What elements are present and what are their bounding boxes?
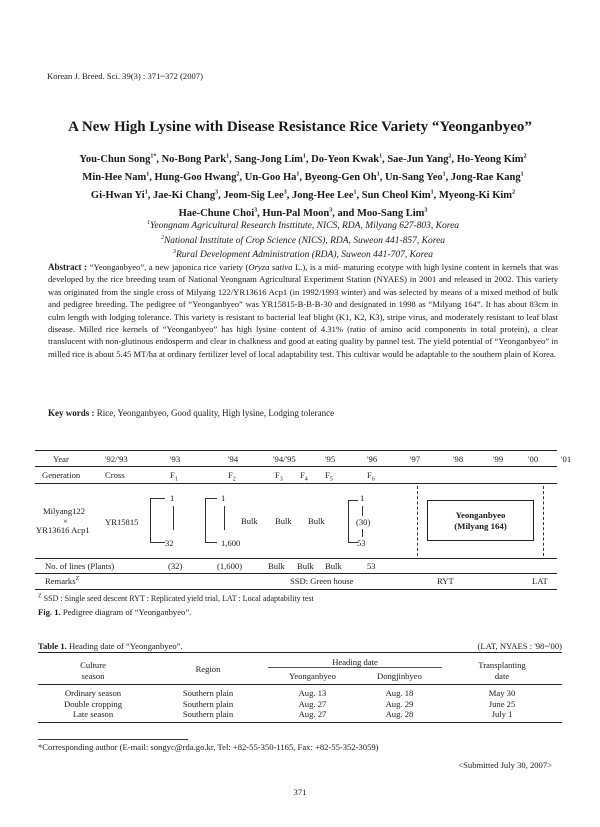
header-dongjinbyeo: Dongjinbyeo (377, 671, 422, 681)
table-cell: May 30 (488, 688, 516, 698)
header-region: Region (195, 663, 221, 674)
author-affiliation-mark: 1* (150, 153, 157, 160)
author-name: Min-Hee Nam (82, 172, 147, 183)
author-affiliation-mark: 1 (442, 171, 446, 178)
header-season: Culture season (80, 660, 106, 681)
author-name: Sae-Jun Yang (387, 154, 449, 165)
table-row (38, 699, 562, 710)
year-cell: '01 (561, 454, 572, 464)
f1-bracket (150, 498, 151, 542)
figure-footnote: $^Z$ SSD : Single seed descent RYT : Replicated yield trial, LAT : Local adaptability test (38, 593, 314, 603)
year-cell: '94 (228, 454, 239, 464)
f2-bracket (205, 498, 217, 499)
abstract-text-2: L.), is a mid- maturing ecotype with high lysine content in kernels that was developed by the rice breeding team of National Yeongnam Agricultural Experiment Station (NYAES) in 2001 and released in 2002. This variety was originated from the single cross of Milyang 122/YR13616 Acp1 (in 1992/1993 winter) and was selected by means of a mixed method of bulk and pedigree breeding. The pedigree of “Yeonganbyeo” was YR15815-B-B-B-30 and designated in 1998 as “Milyang 164”. It has about 83cm in culm length with lodging tolerance. This variety is resistant to bacterial leaf blight (K1, K2, K3), stripe virus, and moderately resistant to leaf blast disease. Milled rice kernels of “Yeonganbyeo” has high lysine content of 4.31% (ratio of amino acid components in total protein), a clear translucent with non-glutinous endosperm and clear in chalkness and good at eating quality by pannel test. The yield potential of “Yeonganbyeo” in milled rice is about 5.45 MT/ha at ordinary fertilizer level of local adaptability test. This cultivar would be adaptable to the southern plain of Korea. (48, 262, 558, 359)
author-affiliation-mark: 3 (215, 189, 219, 196)
bulk-f5: Bulk (308, 516, 325, 526)
table-row (38, 685, 562, 699)
generation-cell: $F_5$ (325, 470, 333, 483)
author-list (48, 151, 558, 223)
affiliation-list (48, 219, 558, 263)
lines-cell: (32) (168, 561, 183, 571)
row-label-year: Year (53, 454, 69, 464)
author-affiliation-mark: 1 (379, 153, 383, 160)
author-affiliation-mark: 2 (512, 189, 516, 196)
author-affiliation-mark: 1 (353, 189, 357, 196)
lines-cell: 53 (367, 561, 376, 571)
table-cell: Aug. 28 (385, 709, 414, 719)
remarks-cell: LAT (532, 576, 548, 586)
parent-1: Milyang122 (43, 506, 86, 516)
generation-cell: $F_4$ (300, 470, 308, 483)
parent-2: YR13616 Acp1 (36, 525, 90, 535)
journal-citation: Korean J. Breed. Sci. 39(3) : 371~372 (2007) (47, 71, 203, 81)
submitted-date: <Submitted July 30, 2007> (458, 760, 552, 770)
author-name: Gi-Hwan Yi (90, 190, 145, 201)
f2-top: 1 (221, 493, 226, 503)
paper-title: A New High Lysine with Disease Resistance Rice Variety “Yeonganbyeo” (68, 119, 532, 135)
generation-cell: $F_2$ (228, 470, 236, 483)
author-name: Jong-Hee Lee (291, 190, 354, 201)
author-affiliation-mark: 2 (523, 153, 527, 160)
figure-rule (35, 573, 557, 574)
table-cell: Aug. 13 (298, 688, 327, 698)
author-name: Byeong-Gen Oh (304, 172, 377, 183)
f6-connector (362, 529, 363, 537)
affiliation: $^2$National Insttitute of Crop Science (NICS), RDA, Suweon 441-857, Korea (160, 234, 446, 246)
bulk-f3: Bulk (241, 516, 258, 526)
figure-rule (35, 466, 557, 467)
author-name: No-Bong Park (161, 154, 227, 165)
generation-cell: $F_1$ (170, 470, 178, 483)
year-cell: '97 (410, 454, 421, 464)
table-cell: Late season (72, 709, 114, 719)
year-cell: '00 (528, 454, 539, 464)
lines-cell: Bulk (297, 561, 314, 571)
author-name: Jeom-Sig Lee (223, 190, 284, 201)
author-name: Un-Goo Ha (244, 172, 297, 183)
f6-bottom: 53 (357, 538, 366, 548)
author-name: Hung-Goo Hwang (154, 172, 237, 183)
header-transplanting: Transplanting date (478, 660, 526, 681)
author-line: Min-Hee Nam$^1$, Hung-Goo Hwang$^2$, Un-Goo Ha$^1$, Byeong-Gen Oh$^1$, Un-Sang Yeo$^1$, Jong-Rae Kang$^1$ (82, 171, 524, 183)
table-cell: Ordinary season (64, 688, 122, 698)
author-affiliation-mark: 1 (296, 171, 300, 178)
author-affiliation-mark: 2 (236, 171, 240, 178)
variety-box (427, 500, 534, 541)
author-affiliation-mark: 2 (448, 153, 452, 160)
table-cell: Southern plain (182, 709, 234, 719)
table-caption-note: (LAT, NYAES : '98~'00) (477, 641, 562, 651)
figure-rule (35, 483, 557, 484)
f2-bracket (205, 498, 206, 542)
author-name: Do-Yeon Kwak (311, 154, 380, 165)
table-cell: Aug. 18 (385, 688, 414, 698)
table-cell: Aug. 27 (298, 698, 327, 709)
author-name: Un-Sang Yeo (384, 172, 443, 183)
author-name: and Moo-Sang Lim (337, 208, 425, 219)
pedigree-figure (35, 450, 572, 600)
cross-name: YR15815 (105, 517, 139, 527)
f6-bracket (348, 500, 349, 542)
author-affiliation-mark: 1 (144, 189, 148, 196)
lines-cell: Bulk (325, 561, 342, 571)
figure-caption: Fig. 1. Pedigree diagram of “Yeonganbyeo”. (38, 607, 192, 617)
generation-cell: $F_6$ (367, 470, 375, 483)
figure-top-rule (35, 450, 557, 451)
author-name: Hae-Chune Choi (178, 208, 255, 219)
f1-bracket (150, 542, 165, 543)
generation-cell: $F_3$ (275, 470, 283, 483)
cross-symbol: × (63, 516, 68, 526)
remarks-cell: SSD: Green house (290, 576, 354, 586)
f6-top: 1 (360, 493, 365, 503)
f1-bottom: 32 (165, 538, 174, 548)
f1-connector (173, 506, 174, 530)
author-affiliation-mark: 3 (424, 207, 428, 214)
f6-connector (362, 506, 363, 516)
author-affiliation-mark: 3 (329, 207, 333, 214)
footnote-rule (38, 739, 188, 740)
affiliation: $^3$Rural Development Administration (RDA), Suweon 441-707, Korea (173, 248, 433, 260)
author-affiliation-mark: 1 (302, 153, 306, 160)
author-affiliation-mark: 1 (146, 171, 150, 178)
row-label-remarks: Remarks$^Z$ (45, 576, 80, 586)
f1-top: 1 (170, 493, 175, 503)
table-cell: Southern plain (182, 698, 234, 709)
abstract-species: Oryza sativa (248, 262, 293, 272)
figure-bottom-rule (35, 589, 557, 590)
corresponding-author: *Corresponding author (E-mail: songyc@rda.go.kr, Tel: +82-55-350-1165, Fax: +82-55-352-3059) (38, 742, 379, 752)
table-caption: Table 1. Heading date of “Yeonganbyeo”. (38, 641, 183, 651)
variety-designation: (Milyang 164) (454, 521, 507, 531)
author-affiliation-mark: 1 (520, 171, 524, 178)
abstract (48, 261, 558, 360)
f6-mid: (30) (356, 517, 371, 527)
f2-bracket (205, 542, 217, 543)
bulk-f4: Bulk (275, 516, 292, 526)
author-name: Ho-Yeong Kim (456, 154, 524, 165)
author-name: Hun-Pal Moon (262, 208, 330, 219)
year-cell: '94/'95 (273, 454, 296, 464)
keywords-text: Rice, Yeonganbyeo, Good quality, High lysine, Lodging tolerance (94, 408, 335, 418)
figure-rule (35, 558, 557, 559)
author-name: You-Chun Song (79, 154, 151, 165)
lines-cell: (1,600) (217, 561, 243, 571)
author-name: Jae-Ki Chang (152, 190, 216, 201)
author-name: Jong-Rae Kang (450, 172, 521, 183)
year-cell: '98 (453, 454, 464, 464)
header-heading-date: Heading date (268, 653, 442, 668)
author-name: Myeong-Ki Kim (438, 190, 513, 201)
table-cell: Aug. 27 (298, 709, 327, 719)
keywords (48, 408, 558, 418)
table-cell: Aug. 29 (385, 698, 414, 709)
affiliation: $^1$Yeongnam Agricultural Research Insttitute, NICS, RDA, Milyang 627-803, Korea (146, 219, 460, 231)
table-row (38, 709, 562, 722)
lines-cell: Bulk (268, 561, 285, 571)
f1-bracket (150, 498, 165, 499)
table-cell: Double cropping (64, 698, 122, 709)
author-affiliation-mark: 1 (226, 153, 230, 160)
f6-bracket (348, 500, 358, 501)
heading-date-table (38, 652, 562, 723)
remarks-cell: RYT (437, 576, 454, 586)
table-cell: June 25 (488, 698, 516, 709)
author-line: You-Chun Song$^{1*}$, No-Bong Park$^1$, Sang-Jong Lim$^1$, Do-Yeon Kwak$^1$, Sae-Jun Yang$^2$, Ho-Yeong Kim$^2$ (79, 153, 527, 165)
author-affiliation-mark: 1 (376, 171, 380, 178)
author-affiliation-mark: 3 (283, 189, 287, 196)
row-label-generation: Generation (42, 470, 81, 480)
keywords-label: Key words : (48, 408, 95, 418)
f2-bottom: 1,600 (221, 538, 241, 548)
author-line: Hae-Chune Choi$^3$, Hun-Pal Moon$^3$, and Moo-Sang Lim$^3$ (178, 207, 428, 219)
author-affiliation-mark: 1 (430, 189, 434, 196)
year-cell: '96 (367, 454, 378, 464)
year-cell: '92/'93 (105, 454, 128, 464)
author-name: Sun Cheol Kim (361, 190, 431, 201)
author-name: Sang-Jong Lim (234, 154, 303, 165)
f2-connector (224, 506, 225, 530)
table-cell: July 1 (491, 709, 513, 719)
page-number: 371 (293, 787, 307, 797)
dashed-divider (543, 486, 544, 556)
year-cell: '95 (325, 454, 336, 464)
year-cell: '99 (493, 454, 504, 464)
table-cell: Southern plain (182, 688, 234, 698)
header-yeonganbyeo: Yeonganbyeo (289, 671, 336, 681)
generation-cell: Cross (105, 470, 125, 480)
row-label-lines: No. of lines (Plants) (45, 561, 115, 571)
abstract-label: Abstract : (48, 262, 88, 272)
year-cell: '93 (170, 454, 181, 464)
author-affiliation-mark: 3 (254, 207, 258, 214)
dashed-divider (417, 486, 418, 556)
author-line: Gi-Hwan Yi$^1$, Jae-Ki Chang$^3$, Jeom-Sig Lee$^3$, Jong-Hee Lee$^1$, Sun Cheol Kim$^1$, Myeong-Ki Kim$^2$ (90, 189, 516, 201)
abstract-text-1: “Yeonganbyeo”, a new japonica rice variety ( (87, 262, 249, 272)
variety-name: Yeonganbyeo (455, 510, 506, 520)
